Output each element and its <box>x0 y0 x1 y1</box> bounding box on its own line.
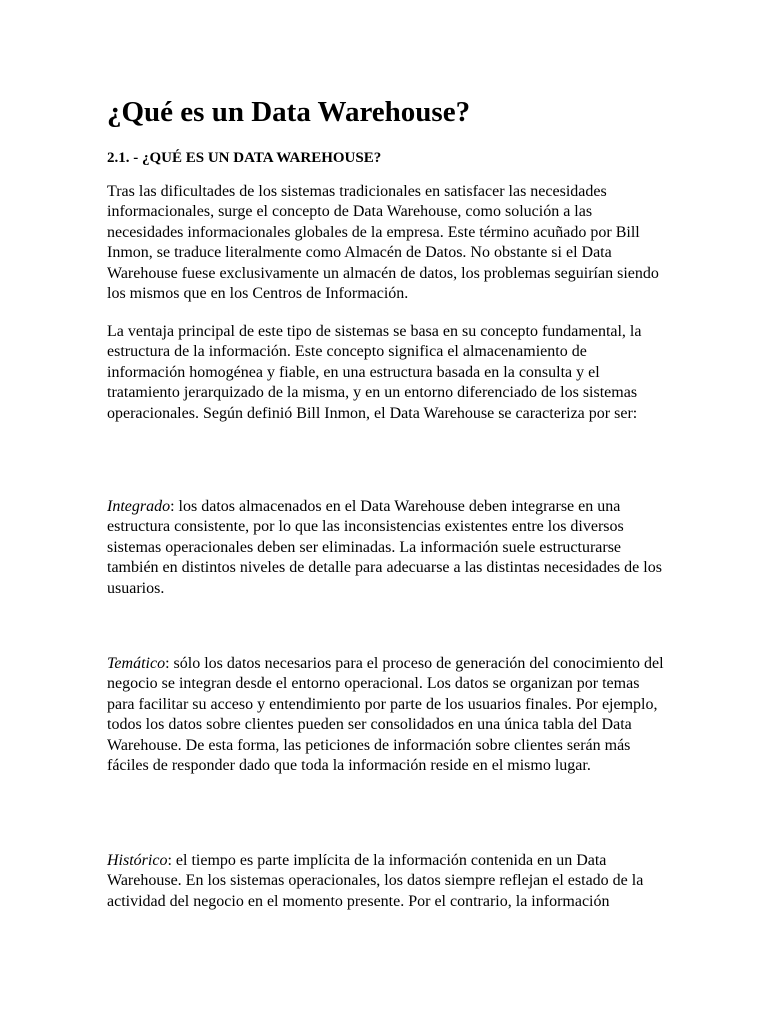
characteristic-historico <box>107 851 667 912</box>
intro-paragraph: Tras las dificultades de los sistemas tradicionales en satisfacer las necesidades informacionales, surge el concepto de Data Warehouse, como solución a las necesidades informacionales globales de la empresa. Este término acuñado por Bill Inmon, se traduce literalmente como Almacén de Datos. No obstante si el Data Warehouse fuese exclusivamente un almacén de datos, los problemas seguirían siendo los mismos que en los Centros de Información. <box>107 183 659 303</box>
characteristic-text: : los datos almacenados en el Data Warehouse deben integrarse en una estructura consistente, por lo que las inconsistencias existentes entre los diversos sistemas operacionales deben ser eliminadas. La información suele estructurarse también en distintos niveles de detalle para adecuarse a las distintas necesidades de los usuarios. <box>107 498 662 597</box>
page-title: ¿Qué es un Data Warehouse? <box>107 96 471 128</box>
characteristic-term: Histórico <box>107 852 168 869</box>
section-heading: 2.1. - ¿QUÉ ES UN DATA WAREHOUSE? <box>107 150 382 166</box>
characteristic-integrado <box>107 497 667 599</box>
characteristic-text: : el tiempo es parte implícita de la información contenida en un Data Warehouse. En los sistemas operacionales, los datos siempre reflejan el estado de la actividad del negocio en el momento presente. Por el contrario, la información <box>107 852 644 910</box>
characteristic-text: : sólo los datos necesarios para el proceso de generación del conocimiento del negocio se integran desde el entorno operacional. Los datos se organizan por temas para facilitar su acceso y entendimiento por parte de los usuarios finales. Por ejemplo, todos los datos sobre clientes pueden ser consolidados en una única tabla del Data Warehouse. De esta forma, las peticiones de información sobre clientes serán más fáciles de responder dado que toda la información reside en el mismo lugar. <box>107 655 664 775</box>
characteristic-term: Temático <box>107 655 166 672</box>
characteristic-tematico <box>107 654 667 776</box>
characteristic-term: Integrado <box>107 498 171 515</box>
advantage-paragraph: La ventaja principal de este tipo de sistemas se basa en su concepto fundamental, la estructura de la información. Este concepto significa el almacenamiento de información homogénea y fiable, en una estructura basada en la consulta y el tratamiento jerarquizado de la misma, y en un entorno diferenciado de los sistemas operacionales. Según definió Bill Inmon, el Data Warehouse se caracteriza por ser: <box>107 323 642 422</box>
